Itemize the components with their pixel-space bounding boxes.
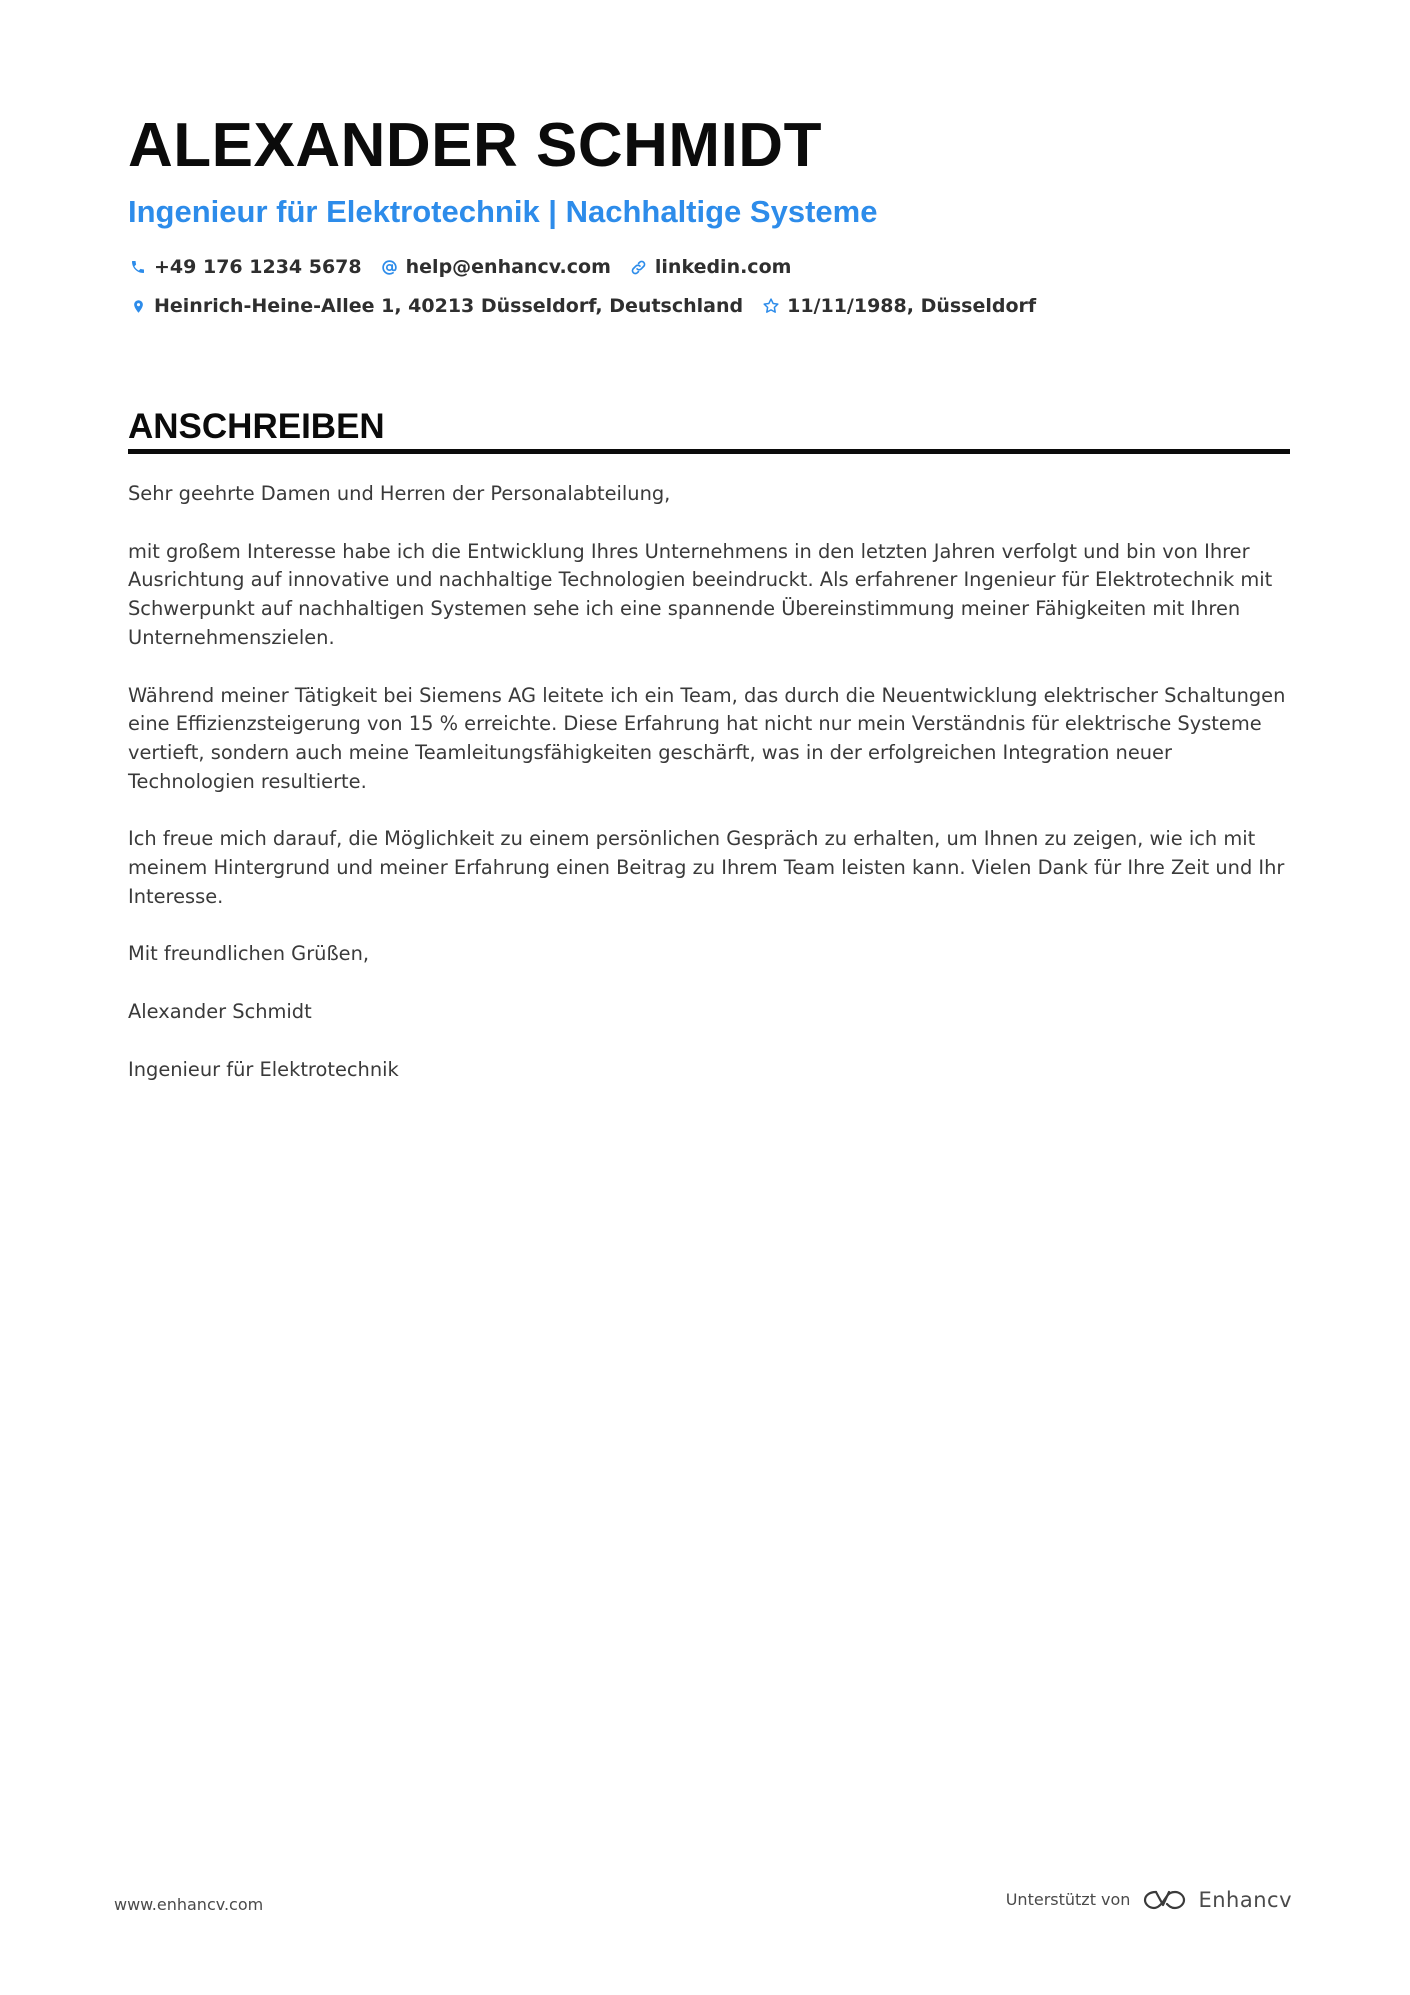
letter-signature-name: Alexander Schmidt: [128, 1000, 312, 1024]
letter-paragraph-2: Während meiner Tätigkeit bei Siemens AG leitete ich ein Team, das durch die Neuentwicklung elektrischer Schaltungen eine Effizienzsteigerung von 15 % erreichte. Diese Erfahrung hat nicht nur mein Verständnis für elektrische Systeme vertieft, sondern auch meine Teamleitungsfähigkeiten geschärft, was in der erfolgreichen Integration neuer Technologien resultierte.: [128, 683, 1286, 793]
letter-salutation: Sehr geehrte Damen und Herren der Personalabteilung,: [128, 482, 671, 505]
contact-row-primary: [128, 252, 809, 282]
letter-paragraph-3: Ich freue mich darauf, die Möglichkeit zu einem persönlichen Gespräch zu erhalten, um Ihnen zu zeigen, wie ich mit meinem Hintergrund und meiner Erfahrung einen Beitrag zu Ihrem Team leisten kann. Vielen Dank für Ihre Zeit und Ihr Interesse.: [128, 827, 1285, 908]
candidate-title: Ingenieur für Elektrotechnik | Nachhaltige Systeme: [128, 194, 878, 229]
powered-by-label: Unterstützt von: [1005, 1890, 1131, 1909]
phone-icon: [128, 257, 148, 277]
enhancv-logo-icon: [1142, 1887, 1188, 1913]
star-icon: [761, 296, 781, 316]
enhancv-wordmark: Enhancv: [1198, 1888, 1292, 1912]
contact-birth-text: 11/11/1988, Düsseldorf: [787, 295, 1037, 317]
contact-linkedin[interactable]: [629, 252, 792, 282]
contact-phone-text: +49 176 1234 5678: [154, 256, 362, 278]
footer-powered-by[interactable]: [1006, 1886, 1292, 1914]
letter-closing: Mit freundlichen Grüßen,: [128, 942, 370, 966]
at-icon: [380, 257, 400, 277]
letter-body: [128, 480, 1298, 1114]
contact-email[interactable]: [380, 252, 611, 282]
contact-address-text: Heinrich-Heine-Allee 1, 40213 Düsseldorf, Deutschland: [154, 295, 744, 317]
location-pin-icon: [128, 296, 148, 316]
contact-row-secondary: [128, 291, 1054, 321]
section-divider: [128, 449, 1290, 454]
candidate-name: ALEXANDER SCHMIDT: [128, 111, 822, 180]
footer-website-link[interactable]: www.enhancv.com: [114, 1895, 264, 1914]
contact-address: [128, 291, 743, 321]
contact-linkedin-text: linkedin.com: [654, 256, 792, 278]
contact-email-text: help@enhancv.com: [405, 256, 611, 278]
contact-phone: [128, 252, 362, 282]
contact-birth: [761, 291, 1036, 321]
letter-paragraph-1: mit großem Interesse habe ich die Entwicklung Ihres Unternehmens in den letzten Jahren verfolgt und bin von Ihrer Ausrichtung auf innovative und nachhaltige Technologien beeindruckt. Als erfahrener Ingenieur für Elektrotechnik mit Schwerpunkt auf nachhaltigen Systemen sehe ich eine spannende Übereinstimmung meiner Fähigkeiten mit Ihren Unternehmenszielen.: [128, 539, 1273, 649]
section-title: ANSCHREIBEN: [128, 407, 385, 446]
letter-signature-title: Ingenieur für Elektrotechnik: [128, 1057, 399, 1081]
link-icon: [629, 257, 649, 277]
